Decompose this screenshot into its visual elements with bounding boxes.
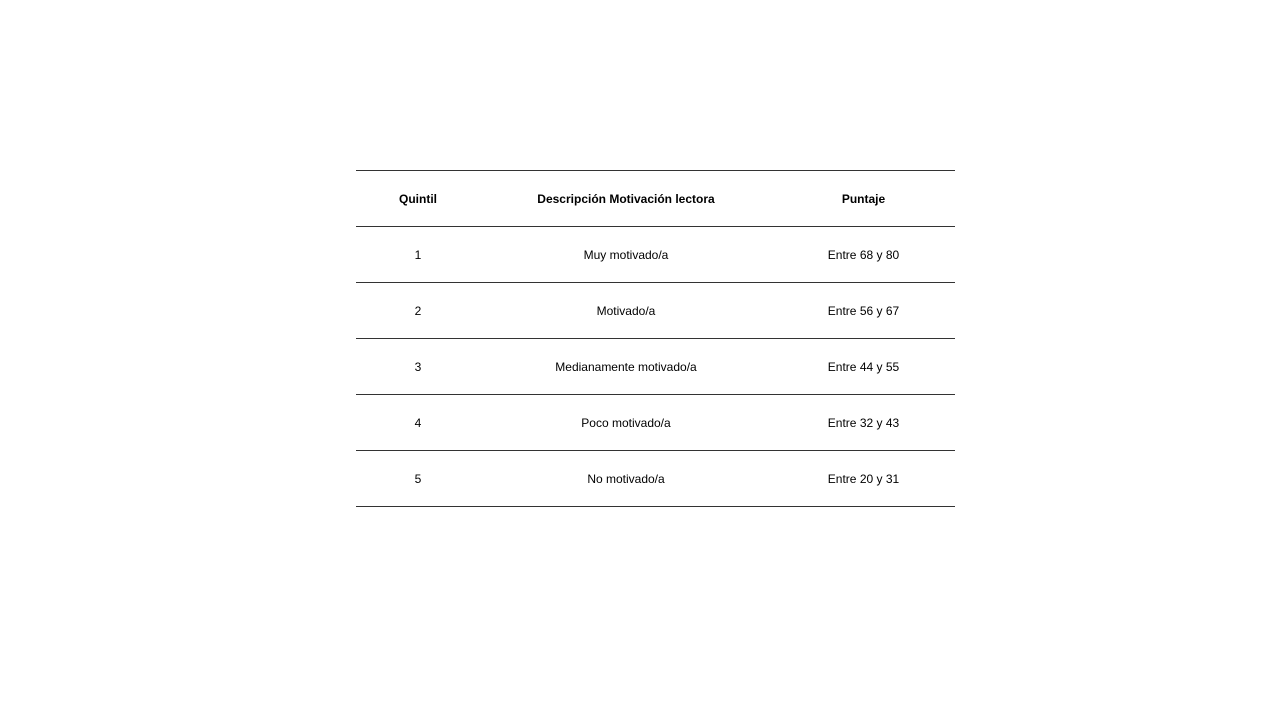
cell-puntaje: Entre 56 y 67 (772, 283, 955, 339)
cell-puntaje: Entre 32 y 43 (772, 395, 955, 451)
cell-puntaje: Entre 44 y 55 (772, 339, 955, 395)
cell-descripcion: Muy motivado/a (480, 227, 772, 283)
cell-quintil: 5 (356, 451, 480, 507)
header-quintil: Quintil (356, 171, 480, 227)
cell-puntaje: Entre 68 y 80 (772, 227, 955, 283)
table-header-row (356, 171, 955, 227)
table-row (356, 227, 955, 283)
table-row (356, 339, 955, 395)
table-row (356, 283, 955, 339)
cell-descripcion: Medianamente motivado/a (480, 339, 772, 395)
table-row (356, 451, 955, 507)
cell-quintil: 4 (356, 395, 480, 451)
cell-descripcion: No motivado/a (480, 451, 772, 507)
header-puntaje: Puntaje (772, 171, 955, 227)
cell-descripcion: Motivado/a (480, 283, 772, 339)
table-row (356, 395, 955, 451)
cell-quintil: 2 (356, 283, 480, 339)
cell-descripcion: Poco motivado/a (480, 395, 772, 451)
cell-quintil: 1 (356, 227, 480, 283)
header-descripcion: Descripción Motivación lectora (480, 171, 772, 227)
cell-puntaje: Entre 20 y 31 (772, 451, 955, 507)
quintile-table-container (356, 170, 955, 507)
quintile-table (356, 170, 955, 507)
cell-quintil: 3 (356, 339, 480, 395)
